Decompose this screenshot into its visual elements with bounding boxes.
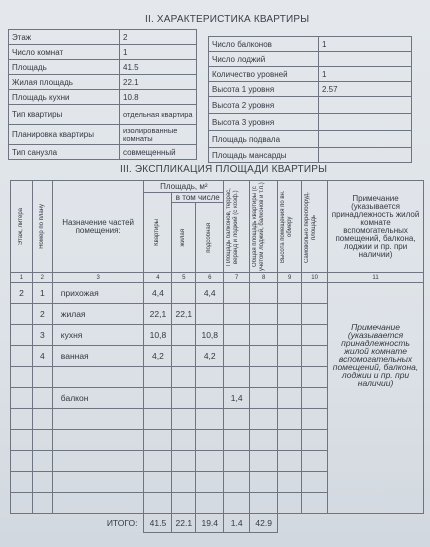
header-balcony: Площадь балконов, террас, веранд и лоджий (с коэф.) bbox=[225, 187, 239, 266]
area-explication-table bbox=[10, 180, 424, 533]
totals-row bbox=[11, 514, 424, 533]
header-living: жилая bbox=[180, 228, 187, 247]
table-row: Высота 3 уровня bbox=[209, 114, 412, 131]
section-2-title: II. ХАРАКТЕРИСТИКА КВАРТИРЫ bbox=[145, 14, 310, 25]
header-note: Примечание (указывается принадлежность жилой комнате вспомогательных помещений, балкона, лоджии и пр. при наличии) bbox=[328, 181, 424, 273]
totals-living: 22.1 bbox=[172, 514, 196, 533]
table-row: Площадь кухни 10.8 bbox=[9, 90, 197, 105]
header-height: Высота помещения по вн. обмеру bbox=[279, 190, 293, 263]
totals-label: ИТОГО: bbox=[11, 514, 144, 533]
table-row: Высота 2 уровня bbox=[209, 97, 412, 114]
table-row: Число комнат 1 bbox=[9, 45, 197, 60]
note-cell: Примечание (указывается принадлежность жилой комнате вспомогательных помещений, балкона, лоджии и пр. при наличии) bbox=[328, 283, 424, 514]
table-row: Количество уровней 1 bbox=[209, 67, 412, 82]
table-row: Высота 1 уровня 2.57 bbox=[209, 82, 412, 97]
header-aux: подсобная bbox=[206, 222, 213, 253]
table-row: Жилая площадь 22.1 bbox=[9, 75, 197, 90]
totals-total-with-balcony: 42.9 bbox=[250, 514, 278, 533]
table-row: Тип санузла совмещенный bbox=[9, 145, 197, 160]
column-numbers-row: 1 2 3 4 5 6 7 8 9 10 11 bbox=[11, 273, 424, 283]
table-row: Планировка квартиры изолированные комнаты bbox=[9, 125, 197, 145]
header-floor: Этаж, литера bbox=[17, 207, 24, 246]
table-row: 4 ванная 4,2 4,2 bbox=[11, 346, 424, 367]
table-row: 2 жилая 22,1 22,1 bbox=[11, 304, 424, 325]
header-self-built: Самовольно переоборуд. площадь bbox=[303, 190, 317, 263]
header-area-group: Площадь, м² bbox=[144, 181, 224, 193]
header-including: в том числе bbox=[172, 193, 224, 203]
header-total: Квартиры bbox=[154, 219, 161, 246]
table-row: Площадь мансарды bbox=[209, 148, 412, 163]
table-row: 3 кухня 10,8 10,8 bbox=[11, 325, 424, 346]
table-row: Число лоджий bbox=[209, 52, 412, 67]
apartment-characteristics-right bbox=[208, 36, 412, 163]
totals-total: 41.5 bbox=[144, 514, 172, 533]
table-row: Этаж 2 bbox=[9, 30, 197, 45]
header-plan-no: Номер по плану bbox=[38, 204, 45, 249]
table-row: балкон 1,4 bbox=[11, 388, 424, 409]
table-row: 2 1 прихожая 4,4 4,4 Примечание (указывается принадлежность жилой комнате вспомогательных помещений, балкона, лоджии и пр. при наличии) bbox=[11, 283, 424, 304]
table-row: Площадь подвала bbox=[209, 131, 412, 148]
table-row: Тип квартиры отдельная квартира bbox=[9, 105, 197, 125]
apartment-characteristics-left bbox=[8, 29, 197, 160]
table-row: Площадь 41.5 bbox=[9, 60, 197, 75]
totals-balcony: 1.4 bbox=[224, 514, 250, 533]
section-3-title: III. ЭКСПЛИКАЦИЯ ПЛОЩАДИ КВАРТИРЫ bbox=[120, 164, 328, 175]
table-row: Число балконов 1 bbox=[209, 37, 412, 52]
totals-aux: 19.4 bbox=[196, 514, 224, 533]
header-total-with-balcony: Общая площадь квартиры (с учетом лоджий, балконов и т.п.) bbox=[251, 182, 265, 271]
header-purpose: Назначение частей помещения: bbox=[52, 181, 144, 273]
